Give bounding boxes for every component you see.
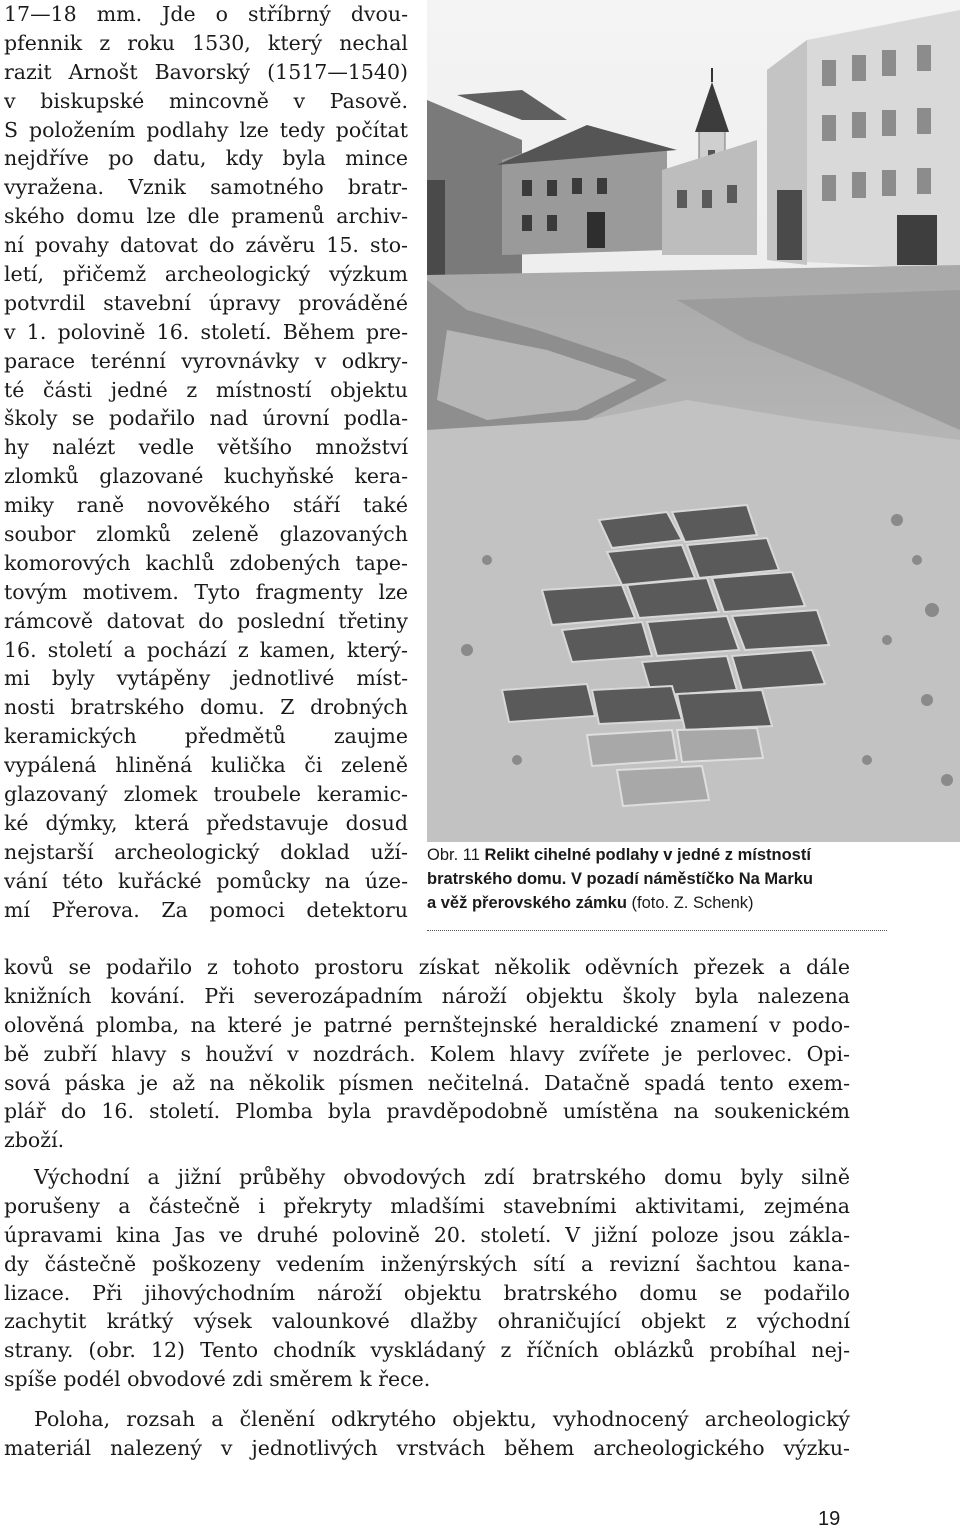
text-line: v biskupské mincovně v Pasově. bbox=[4, 88, 408, 113]
text-line: ní povahy datovat do závěru 15. sto- bbox=[4, 233, 408, 258]
page-number: 19 bbox=[818, 1508, 841, 1530]
text-line: mí Přerova. Za pomoci detektoru bbox=[4, 897, 408, 922]
text-line: komorových kachlů zdobených tape- bbox=[4, 550, 408, 575]
photo-credit: (foto. Z. Schenk) bbox=[631, 894, 754, 912]
text-line: bě zubří hlavy s houžví v nozdrách. Kolem hlavy zvířete je perlovec. Opi- bbox=[4, 1041, 850, 1066]
text-line: lizace. Při jihovýchodním nároží objektu bratrského domu se podařilo bbox=[4, 1280, 850, 1305]
text-line: té části jedné z místností objektu bbox=[4, 377, 408, 402]
text-line: nejstarší archeologický doklad uží- bbox=[4, 839, 408, 864]
full-width-text bbox=[4, 953, 850, 1155]
text-line: dy částečně poškozeny vedením inženýrských sítí a revizní šachtou kana- bbox=[4, 1251, 850, 1276]
text-line: materiál nalezený v jednotlivých vrstvách během archeologického výzku- bbox=[4, 1435, 850, 1460]
text-line: spíše podél obvodové zdi směrem k řece. bbox=[4, 1367, 431, 1392]
text-line: 16. století a pochází z kamen, který- bbox=[4, 637, 408, 662]
text-line: mi byly vytápěny jednotlivé míst- bbox=[4, 666, 408, 691]
caption-text-1: Relikt cihelné podlahy v jedné z místností bbox=[484, 846, 811, 864]
text-line: rámcově datovat do poslední třetiny bbox=[4, 608, 408, 633]
text-line: vyražena. Vznik samotného bratr- bbox=[4, 175, 408, 200]
figure-caption bbox=[427, 843, 887, 915]
text-line: letí, přičemž archeologický výzkum bbox=[4, 262, 408, 287]
caption-text-3: a věž přerovského zámku bbox=[427, 894, 627, 912]
text-line: razit Arnošt Bavorský (1517—1540) bbox=[4, 59, 408, 84]
figure-label: Obr. 11 bbox=[427, 846, 480, 864]
left-column-text bbox=[4, 0, 408, 925]
text-line: glazovaný zlomek troubele keramic- bbox=[4, 782, 408, 807]
text-line: kovů se podařilo z tohoto prostoru získat několik oděvních přezek a dále bbox=[4, 955, 850, 979]
text-line: Poloha, rozsah a členění odkrytého objektu, vyhodnocený archeologický bbox=[34, 1407, 850, 1431]
text-line: zboží. bbox=[4, 1128, 65, 1153]
text-line: miky raně novověkého stáří také bbox=[4, 493, 408, 518]
text-line: nejdříve po datu, kdy byla mince bbox=[4, 146, 408, 171]
text-line: plář do 16. století. Plomba byla pravděpodobně umístěna na soukenickém bbox=[4, 1099, 850, 1124]
text-line: hy nalézt vedle většího množství bbox=[4, 435, 408, 460]
text-line: olověná plomba, na které je patrné pernštejnské heraldické znamení v podo- bbox=[4, 1012, 850, 1037]
text-line: knižních kování. Při severozápadním nároží objektu školy byla nalezena bbox=[4, 983, 850, 1008]
text-line: 17—18 mm. Jde o stříbrný dvou- bbox=[4, 2, 408, 26]
text-line: v 1. polovině 16. století. Během pre- bbox=[4, 319, 408, 344]
text-line: keramických předmětů zaujme bbox=[4, 724, 408, 749]
text-line: vypálená hliněná kulička či zeleně bbox=[4, 753, 408, 778]
text-line: parace terénní vyrovnávky v odkry- bbox=[4, 348, 408, 373]
text-line: nosti bratrského domu. Z drobných bbox=[4, 695, 408, 720]
caption-divider bbox=[427, 930, 887, 931]
text-line: S položením podlahy lze tedy počítat bbox=[4, 117, 408, 142]
text-line: ského domu lze dle pramenů archiv- bbox=[4, 204, 408, 229]
paragraph-3 bbox=[4, 1405, 850, 1463]
text-line: úpravami kina Jas ve druhé polovině 20. století. V jižní poloze jsou zákla- bbox=[4, 1222, 850, 1247]
text-line: tovým motivem. Tyto fragmenty lze bbox=[4, 579, 408, 604]
text-line: vání této kuřácké pomůcky na úze- bbox=[4, 868, 408, 893]
text-line: sová páska je až na několik písmen nečitelná. Datačně spadá tento exem- bbox=[4, 1070, 850, 1095]
text-line: zlomků glazované kuchyňské kera- bbox=[4, 464, 408, 489]
text-line: porušeny a částečně i překryty mladšími stavebními aktivitami, zejména bbox=[4, 1193, 850, 1218]
text-line: potvrdil stavební úpravy prováděné bbox=[4, 290, 408, 315]
text-line: strany. (obr. 12) Tento chodník vyskládaný z říčních oblázků probíhal nej- bbox=[4, 1338, 850, 1363]
paragraph-2 bbox=[4, 1163, 850, 1394]
text-line: ké dýmky, která představuje dosud bbox=[4, 810, 408, 835]
text-line: soubor zlomků zeleně glazovaných bbox=[4, 522, 408, 547]
excavation-photo bbox=[427, 0, 960, 842]
text-line: pfennik z roku 1530, který nechal bbox=[4, 30, 408, 55]
caption-text-2: bratrského domu. V pozadí náměstíčko Na Marku bbox=[427, 870, 814, 888]
text-line: školy se podařilo nad úrovní podla- bbox=[4, 406, 408, 431]
text-line: zachytit krátký výsek valounkové dlažby ohraničující objekt z východní bbox=[4, 1309, 850, 1334]
text-line: Východní a jižní průběhy obvodových zdí bratrského domu byly silně bbox=[34, 1165, 850, 1189]
